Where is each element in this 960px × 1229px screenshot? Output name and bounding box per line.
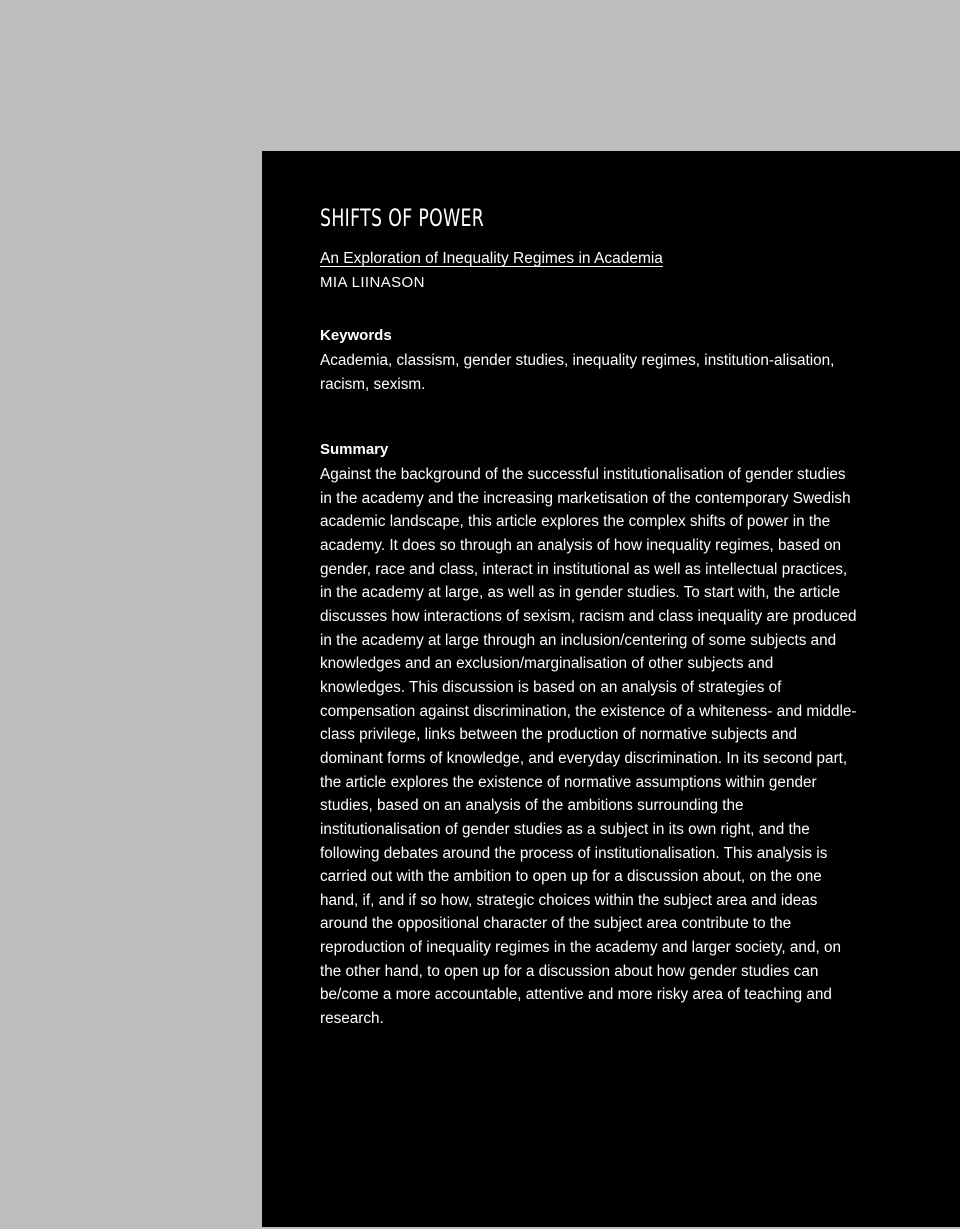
abstract-content — [320, 203, 860, 1031]
summary-text: Against the background of the successful institutionalisation of gender studies in the academy and the increasing marketisation of the contemporary Swedish academic landscape, this article explores the complex shifts of power in the academy. It does so through an analysis of how inequality regimes, based on gender, race and class, interact in institutional as well as intellectual practices, in the academy at large, as well as in gender studies. To start with, the article discusses how interactions of sexism, racism and class inequality are produced in the academy at large through an inclusion/centering of some subjects and knowledges and an exclusion/marginalisation of other subjects and knowledges. This discussion is based on an analysis of strategies of compensation against discrimination, the existence of a whiteness- and middle-class privilege, links between the production of normative subjects and dominant forms of knowledge, and everyday discrimination. In its second part, the article explores the existence of normative assumptions within gender studies, based on an analysis of the ambitions surrounding the institutionalisation of gender studies as a subject in its own right, and the following debates around the process of institutionalisation. This analysis is carried out with the ambition to open up for a discussion about, on the one hand, if, and if so how, strategic choices within the subject area and ideas around the oppositional character of the subject area contribute to the reproduction of inequality regimes in the academy and larger society, and, on the other hand, to open up for a discussion about how gender studies can be/come a more accountable, attentive and more risky area of teaching and research. — [320, 466, 857, 1028]
abstract-panel — [262, 151, 960, 1227]
article-subtitle: An Exploration of Inequality Regimes in Academia — [320, 250, 663, 267]
article-author: MIA LIINASON — [320, 274, 425, 291]
keywords-text: Academia, classism, gender studies, inequality regimes, institution-alisation, racism, sexism. — [320, 352, 835, 393]
keywords-heading: Keywords — [320, 327, 392, 344]
article-title: SHIFTS OF POWER — [320, 204, 485, 232]
summary-heading: Summary — [320, 441, 389, 458]
